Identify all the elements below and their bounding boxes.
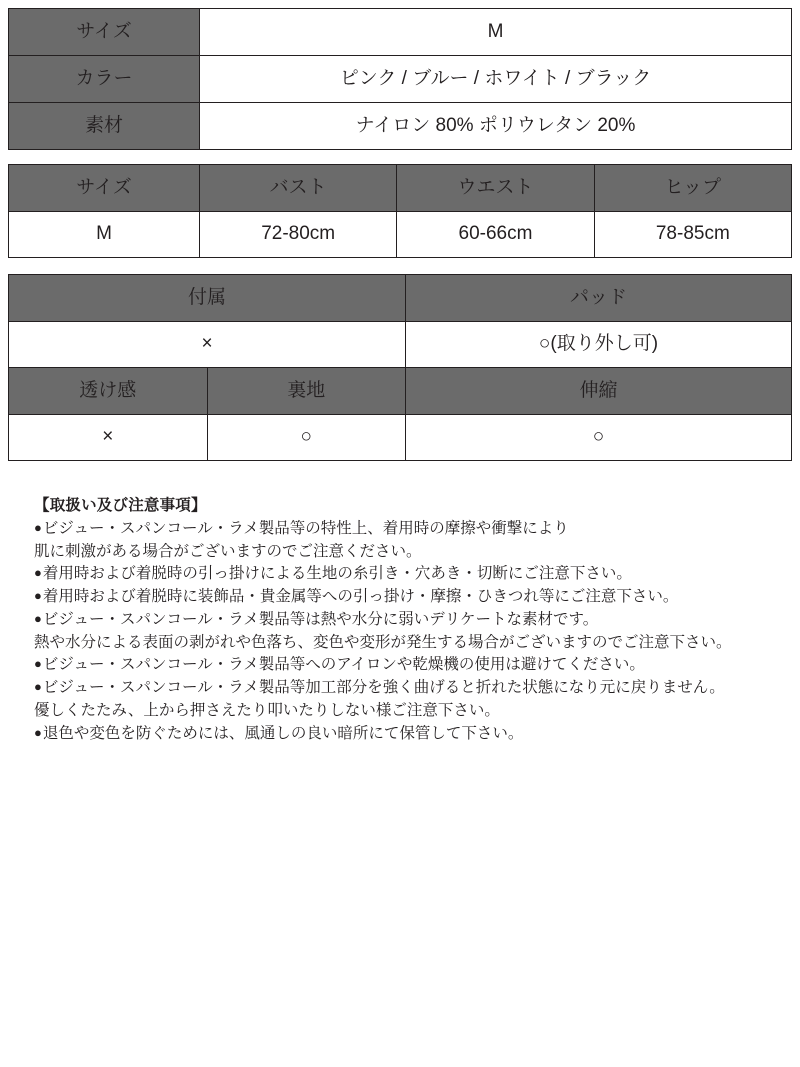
- table-row: [9, 103, 792, 150]
- table-row: [9, 212, 792, 258]
- detail-value-lining: ○: [207, 415, 406, 461]
- table-row: [9, 322, 792, 368]
- detail-header-accessory: 付属: [9, 275, 406, 322]
- measure-cell-bust: 72-80cm: [200, 212, 397, 258]
- care-note-line: ● ビジュー・スパンコール・ラメ製品等へのアイロンや乾燥機の使用は避けてください。: [34, 654, 792, 677]
- measure-cell-hip: 78-85cm: [594, 212, 791, 258]
- measure-cell-waist: 60-66cm: [397, 212, 594, 258]
- care-note-line: 肌に刺激がある場合がございますのでご注意ください。: [34, 542, 422, 560]
- care-note-line: 優しくたたみ、上から押さえたり叩いたりしない様ご注意下さい。: [34, 702, 500, 720]
- spec-value-material: ナイロン 80% ポリウレタン 20%: [200, 103, 792, 150]
- detail-header-stretch: 伸縮: [406, 368, 792, 415]
- table-gap: [8, 258, 792, 274]
- care-notes: [8, 495, 792, 746]
- detail-header-sheerness: 透け感: [9, 368, 208, 415]
- spec-label-material: 素材: [9, 103, 200, 150]
- measure-header-hip: ヒップ: [594, 165, 791, 212]
- table-row: [9, 56, 792, 103]
- spec-table-body: [9, 9, 792, 150]
- care-note-line: ● ビジュー・スパンコール・ラメ製品等加工部分を強く曲げると折れた状態になり元に戻りません。: [34, 677, 792, 700]
- detail-header-pad: パッド: [406, 275, 792, 322]
- spec-table: [8, 8, 792, 150]
- detail-value-accessory: ×: [9, 322, 406, 368]
- spec-label-color: カラー: [9, 56, 200, 103]
- care-notes-title: 【取扱い及び注意事項】: [34, 497, 207, 514]
- spec-value-size: M: [200, 9, 792, 56]
- detail-table: [8, 274, 792, 461]
- measurement-table: [8, 164, 792, 258]
- measurement-table-body: [9, 165, 792, 258]
- care-note-line: ● 退色や変色を防ぐためには、風通しの良い暗所にて保管して下さい。: [34, 723, 792, 746]
- care-note-line: ● 着用時および着脱時に装飾品・貴金属等への引っ掛け・摩擦・ひきつれ等にご注意下さい。: [34, 586, 792, 609]
- measure-cell-size: M: [9, 212, 200, 258]
- detail-value-sheerness: ×: [9, 415, 208, 461]
- table-gap: [8, 150, 792, 164]
- table-header-row: [9, 165, 792, 212]
- table-header-row: [9, 275, 792, 322]
- measure-header-size: サイズ: [9, 165, 200, 212]
- care-note-line: ● ビジュー・スパンコール・ラメ製品等は熱や水分に弱いデリケートな素材です。: [34, 609, 792, 632]
- care-note-line: ● 着用時および着脱時の引っ掛けによる生地の糸引き・穴あき・切断にご注意下さい。: [34, 563, 792, 586]
- measure-header-waist: ウエスト: [397, 165, 594, 212]
- detail-header-lining: 裏地: [207, 368, 406, 415]
- spec-label-size: サイズ: [9, 9, 200, 56]
- care-note-line: 熱や水分による表面の剥がれや色落ち、変色や変形が発生する場合がございますのでご注意下さい。: [34, 633, 732, 651]
- measure-header-bust: バスト: [200, 165, 397, 212]
- detail-value-pad: ○(取り外し可): [406, 322, 792, 368]
- detail-value-stretch: ○: [406, 415, 792, 461]
- detail-table-body: [9, 275, 792, 461]
- care-note-line: ● ビジュー・スパンコール・ラメ製品等の特性上、着用時の摩擦や衝撃により: [34, 518, 792, 541]
- table-row: [9, 415, 792, 461]
- spec-value-color: ピンク / ブルー / ホワイト / ブラック: [200, 56, 792, 103]
- table-header-row: [9, 368, 792, 415]
- table-row: [9, 9, 792, 56]
